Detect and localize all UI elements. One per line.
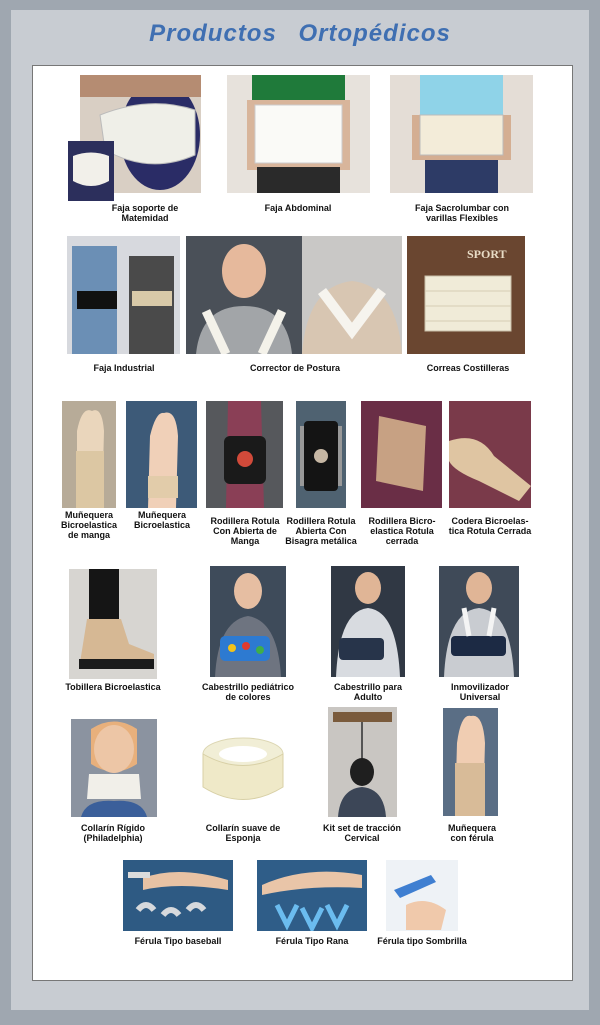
adult-sling-photo	[331, 566, 405, 677]
product-label-maternidad: Faja soporte de Matemidad	[111, 203, 179, 223]
product-label-ferula-rana: Férula Tipo Rana	[275, 936, 349, 946]
product-label-tobillera: Tobillera Bicroelastica	[65, 682, 161, 692]
hinged-knee-brace-photo	[296, 401, 346, 508]
sacrolumbar-belt-photo	[390, 75, 533, 193]
product-label-munequera-ferula: Muñequera con férula	[447, 823, 496, 843]
product-label-munequera-manga: Muñequera Bicroelastica de manga	[60, 510, 118, 540]
product-label-rodillera-bisagra: Rodillera Rotula Abierta Con Bisagra metálica	[285, 516, 357, 546]
rigid-collar-photo	[71, 719, 157, 817]
product-label-industrial: Faja Industrial	[93, 363, 155, 373]
sleeve-wrist-brace-photo	[62, 401, 116, 508]
product-label-rodillera-manga: Rodillera Rotula Con Abierta de Manga	[210, 516, 280, 546]
product-label-ferula-sombrilla: Férula tipo Sombrilla	[377, 936, 467, 946]
pediatric-sling-photo	[210, 566, 286, 677]
abdominal-belt-photo	[227, 75, 370, 193]
splinted-wrist-brace-photo	[443, 708, 498, 816]
product-label-costilleras: Correas Costilleras	[426, 363, 510, 373]
page-title: Productos Ortopédicos	[149, 20, 451, 47]
product-label-collarin-suave: Collarín suave de Esponja	[205, 823, 281, 843]
soft-foam-collar-photo	[196, 722, 290, 817]
product-label-codera: Codera Bicroelas- tica Rotula Cerrada	[448, 516, 532, 536]
product-label-ferula-baseball: Férula Tipo baseball	[134, 936, 222, 946]
product-label-munequera: Muñequera Bicroelastica	[133, 510, 191, 530]
posture-corrector-front-photo	[186, 236, 302, 354]
product-label-sacrolumbar: Faja Sacrolumbar con varillas Flexibles	[414, 203, 510, 223]
product-label-abdominal: Faja Abdominal	[264, 203, 332, 213]
maternity-belt-inset-photo	[68, 141, 114, 201]
closed-patella-knee-sleeve-photo	[361, 401, 442, 508]
product-label-cabestrillo-pediatrico: Cabestrillo pediátrico de colores	[201, 682, 295, 702]
product-label-inmovilizador: Inmovilizador Universal	[450, 682, 509, 702]
product-label-postura: Corrector de Postura	[249, 363, 341, 373]
industrial-belt-photo	[67, 236, 180, 354]
universal-immobilizer-photo	[439, 566, 519, 677]
ankle-brace-photo	[69, 569, 157, 679]
wrist-brace-photo	[126, 401, 197, 508]
frog-splint-photo	[257, 860, 367, 931]
baseball-splint-photo	[123, 860, 233, 931]
product-label-rodillera-cerrada: Rodillera Bicro- elastica Rotula cerrada	[368, 516, 436, 546]
rib-belt-photo	[407, 236, 525, 354]
cervical-traction-kit-photo	[328, 707, 397, 817]
product-label-collarin-rigido: Collarín Rígido (Philadelphia)	[81, 823, 145, 843]
product-label-cabestrillo-adulto: Cabestrillo para Adulto	[333, 682, 403, 702]
svg-text:SPORT: SPORT	[467, 247, 507, 261]
product-label-traccion: Kit set de tracción Cervical	[322, 823, 402, 843]
elbow-sleeve-photo	[449, 401, 531, 508]
posture-corrector-back-photo	[302, 236, 402, 354]
open-patella-knee-sleeve-photo	[206, 401, 283, 508]
umbrella-splint-photo	[386, 860, 458, 931]
